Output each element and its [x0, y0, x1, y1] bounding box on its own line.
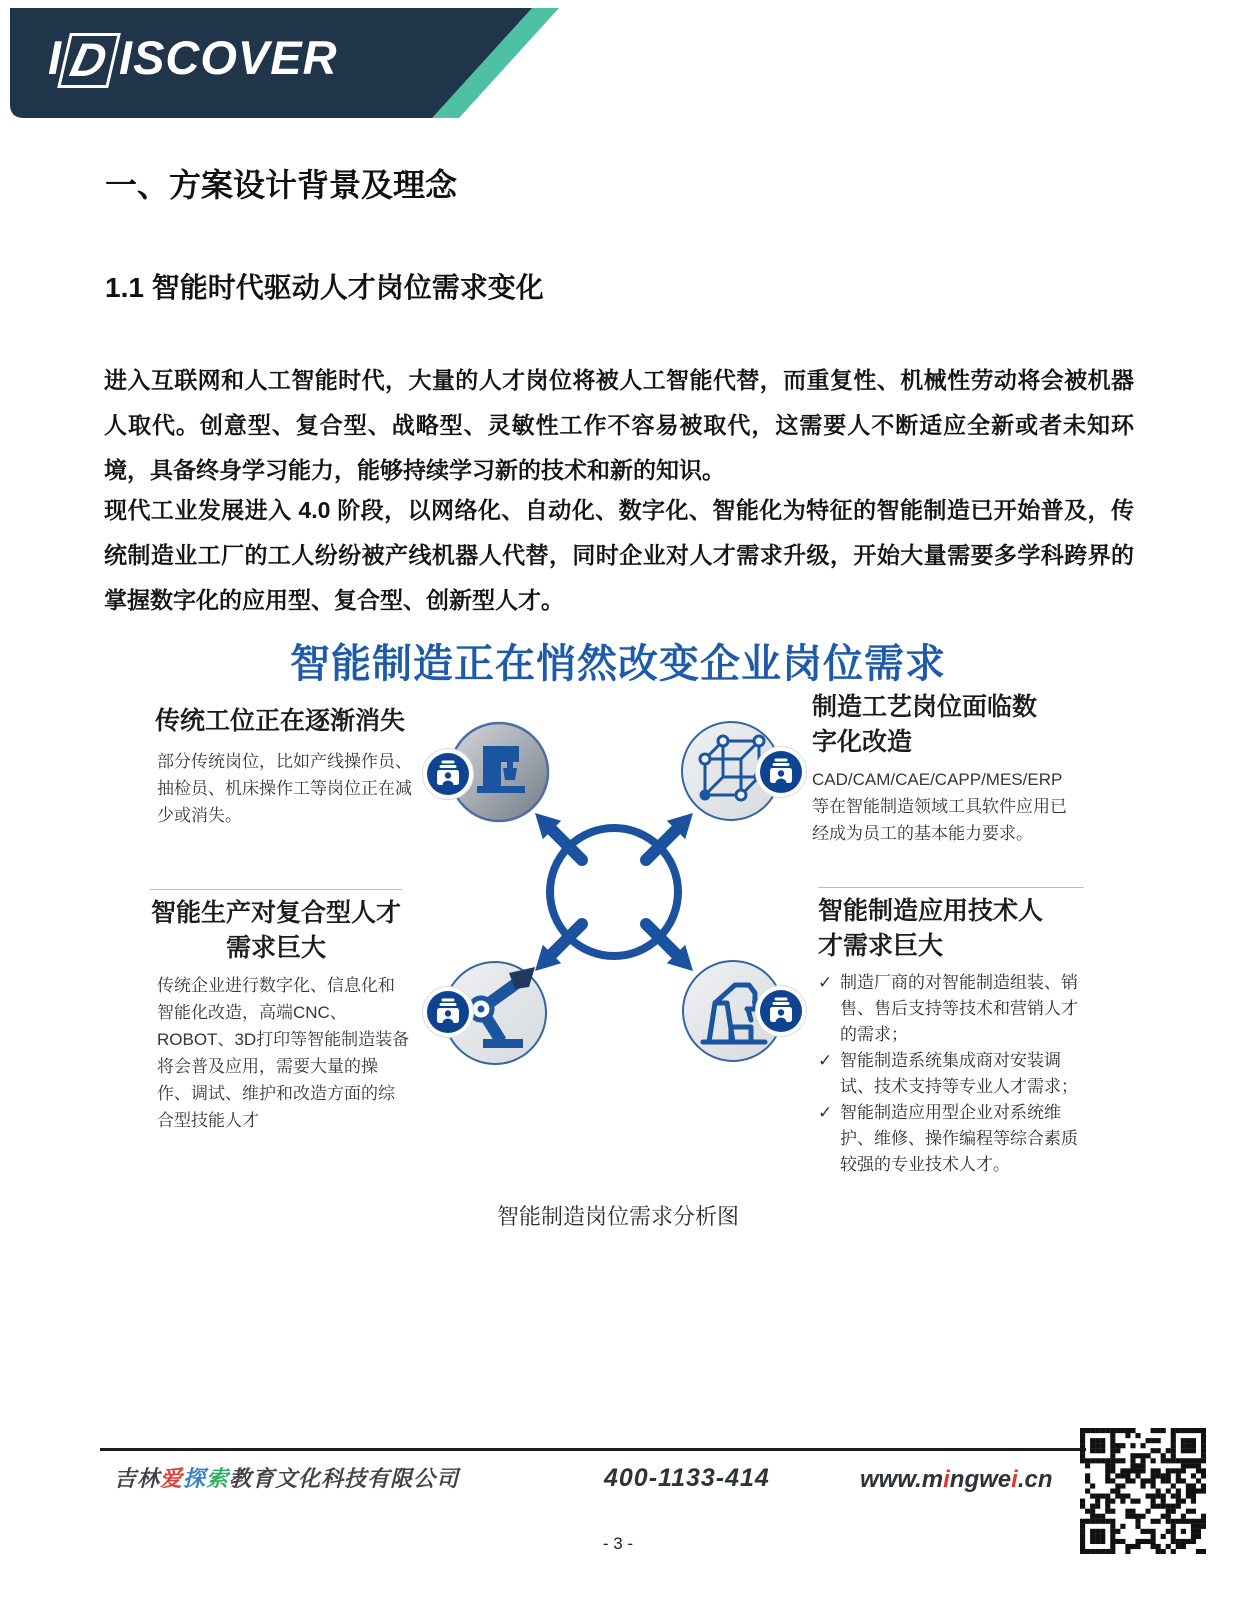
- quadrant-top-left-title: 传统工位正在逐渐消失: [154, 707, 405, 735]
- website-part: i: [943, 1466, 950, 1493]
- check-icon: ✓: [818, 973, 833, 992]
- cross-arrows: [535, 813, 693, 971]
- section-heading: 一、方案设计背景及理念: [105, 167, 458, 203]
- divider-bottom-left: [150, 889, 402, 890]
- page-number: - 3 -: [602, 1534, 634, 1553]
- company-part: 探: [183, 1466, 207, 1491]
- footer-company-name: [114, 1462, 459, 1493]
- bullet-item: [818, 1100, 1086, 1178]
- company-part: 教育文化科技有限公司: [229, 1466, 460, 1491]
- company-part: 索: [206, 1466, 230, 1491]
- quadrant-bottom-left-title: 智能生产对复合型人才需求巨大: [150, 899, 401, 962]
- logo-rest: ISCOVER: [119, 31, 338, 84]
- paragraph-1: 进入互联网和人工智能时代，大量的人才岗位将被人工智能代替，而重复性、机械性劳动将会被机器人取代。创意型、复合型、战略型、灵敏性工作不容易被取代，这需要人不断适应全新或者未知环境，具备终身学习能力，能够持续学习新的技术和新的知识。: [104, 367, 1134, 483]
- bullet-text: 智能制造系统集成商对安装调试、技术支持等专业人才需求；: [840, 1051, 1078, 1096]
- quadrant-top-right-body: CAD/CAM/CAE/CAPP/MES/ERP等在智能制造领域工具软件应用已经成为员工的基本能力要求。: [812, 770, 1067, 843]
- website-part: i: [1011, 1466, 1018, 1493]
- subsection-heading: 1.1 智能时代驱动人才岗位需求变化: [105, 272, 544, 303]
- check-icon: ✓: [818, 1051, 833, 1070]
- divider-bottom-right: [818, 887, 1084, 888]
- logo-d: D: [65, 33, 113, 86]
- paragraph-2: 现代工业发展进入 4.0 阶段，以网络化、自动化、数字化、智能化为特征的智能制造已开始普及，传统制造业工厂的工人纷纷被产线机器人代替，同时企业对人才需求升级，开始大量需要多学科跨界的掌握数字化的应用型、复合型、创新型人才。: [104, 497, 1134, 613]
- website-part: .cn: [1017, 1466, 1053, 1493]
- bullet-item: [818, 1048, 1086, 1100]
- footer-website: [860, 1466, 1053, 1494]
- quadrant-top-left-body: 部分传统岗位，比如产线操作员、抽检员、机床操作工等岗位正在减少或消失。: [157, 752, 412, 825]
- quadrant-bottom-right-title: 智能制造应用技术人才需求巨大: [818, 897, 1044, 960]
- website-part: www.m: [860, 1466, 944, 1493]
- quadrant-top-right-title: 制造工艺岗位面临数字化改造: [812, 693, 1038, 756]
- diagram-caption: 智能制造岗位需求分析图: [496, 1204, 739, 1229]
- logo-d-box: [57, 33, 121, 88]
- quadrant-bottom-right-bullets: [818, 970, 1086, 1178]
- website-part: ngwe: [949, 1466, 1012, 1493]
- bullet-item: [818, 970, 1086, 1048]
- logo-i: I: [48, 31, 63, 84]
- discover-logo: [48, 30, 338, 86]
- company-part: 爱: [160, 1466, 184, 1491]
- footer-rule: [100, 1448, 1086, 1451]
- company-part: 吉林: [114, 1466, 161, 1491]
- diagram-title: 智能制造正在悄然改变企业岗位需求: [290, 642, 946, 686]
- bullet-text: 制造厂商的对智能制造组装、销售、售后支持等技术和营销人才的需求；: [840, 973, 1078, 1044]
- bullet-text: 智能制造应用型企业对系统维护、维修、操作编程等综合素质较强的专业技术人才。: [840, 1103, 1078, 1174]
- diagram-center-graphic: [415, 690, 815, 1120]
- footer-phone: 400-1133-414: [604, 1464, 770, 1492]
- check-icon: ✓: [818, 1103, 833, 1122]
- quadrant-bottom-left-body: 传统企业进行数字化、信息化和智能化改造，高端CNC、ROBOT、3D打印等智能制造装备将会普及应用，需要大量的操作、调试、维护和改造方面的综合型技能人才: [157, 976, 410, 1130]
